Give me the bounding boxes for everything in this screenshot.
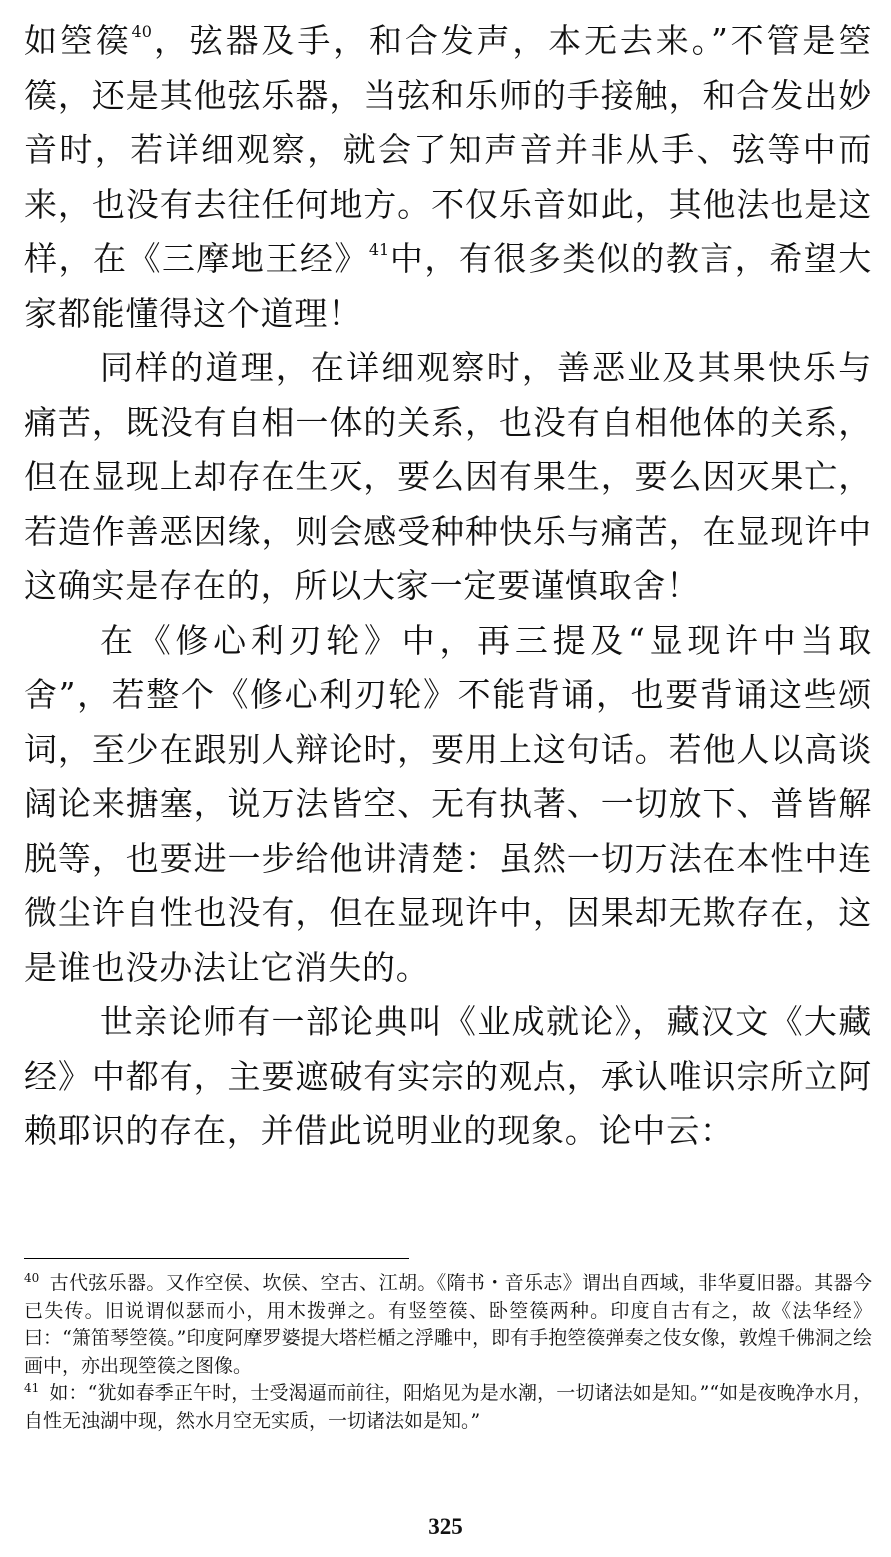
footnote-40 (24, 1270, 872, 1380)
paragraph-3: 在《修心利刃轮》中，再三提及“显现许中当取舍”，若整个《修心利刃轮》不能背诵，也要背诵这些颂词，至少在跟别人辩论时，要用上这句话。若他人以高谈阔论来搪塞，说万法皆空、无有执著、一切放下、普皆解脱等，也要进一步给他讲清楚：虽然一切万法在本性中连微尘许自性也没有，但在显现许中，因果却无欺存在，这是谁也没办法让它消失的。 (24, 620, 872, 987)
footnote-ref-41[interactable]: 41 (368, 240, 390, 259)
footnote-number: 40 (24, 1271, 40, 1285)
paragraph-2: 同样的道理，在详细观察时，善恶业及其果快乐与痛苦，既没有自相一体的关系，也没有自相他体的关系，但在显现上却存在生灭，要么因有果生，要么因灭果亡，若造作善恶因缘，则会感受种种快乐与痛苦，在显现许中这确实是存在的，所以大家一定要谨慎取舍！ (24, 348, 872, 605)
paragraph-4: 世亲论师有一部论典叫《业成就论》，藏汉文《大藏经》中都有，主要遮破有实宗的观点，承认唯识宗所立阿赖耶识的存在，并借此说明业的现象。论中云： (24, 1002, 872, 1150)
page-number: 325 (428, 1514, 463, 1539)
footnote-divider (24, 1258, 409, 1259)
footnote-41 (24, 1380, 872, 1435)
footnotes (24, 1270, 872, 1436)
footnote-text: 如：“犹如春季正午时，士受渴逼而前往，阳焰见为是水潮，一切诸法如是知。”“如是夜晚净水月，自性无浊湖中现，然水月空无实质，一切诸法如是知。” (24, 1382, 872, 1432)
footnote-text: 古代弦乐器。又作空侯、坎侯、空古、江胡。《隋书・音乐志》谓出自西域，非华夏旧器。其器今已失传。旧说谓似瑟而小，用木拨弹之。有竖箜篌、卧箜篌两种。印度自古有之，故《法华经》曰：“箫笛琴箜篌。”印度阿摩罗婆提大塔栏楯之浮雕中，即有手抱箜篌弹奏之伎女像，敦煌千佛洞之绘画中，亦出现箜篌之图像。 (24, 1272, 872, 1377)
paragraph-1-part-c: 中，有很多类似的教言，希望大家都能懂得这个道理！ (24, 239, 873, 333)
main-text (24, 14, 872, 1159)
paragraph-1-part-a: 如箜篌 (24, 21, 132, 60)
footnote-number: 41 (24, 1381, 40, 1396)
paragraph-1-part-b: ，弦器及手，和合发声，本无去来。”不管是箜篌，还是其他弦乐器，当弦和乐师的手接触，和合发出妙音时，若详细观察，就会了知声音并非从手、弦等中而来，也没有去往任何地方。不仅乐音如此，其他法也是这样，在《三摩地王经》 (24, 21, 873, 278)
paragraph-1 (24, 14, 872, 341)
footnote-ref-40[interactable]: 40 (131, 22, 152, 41)
